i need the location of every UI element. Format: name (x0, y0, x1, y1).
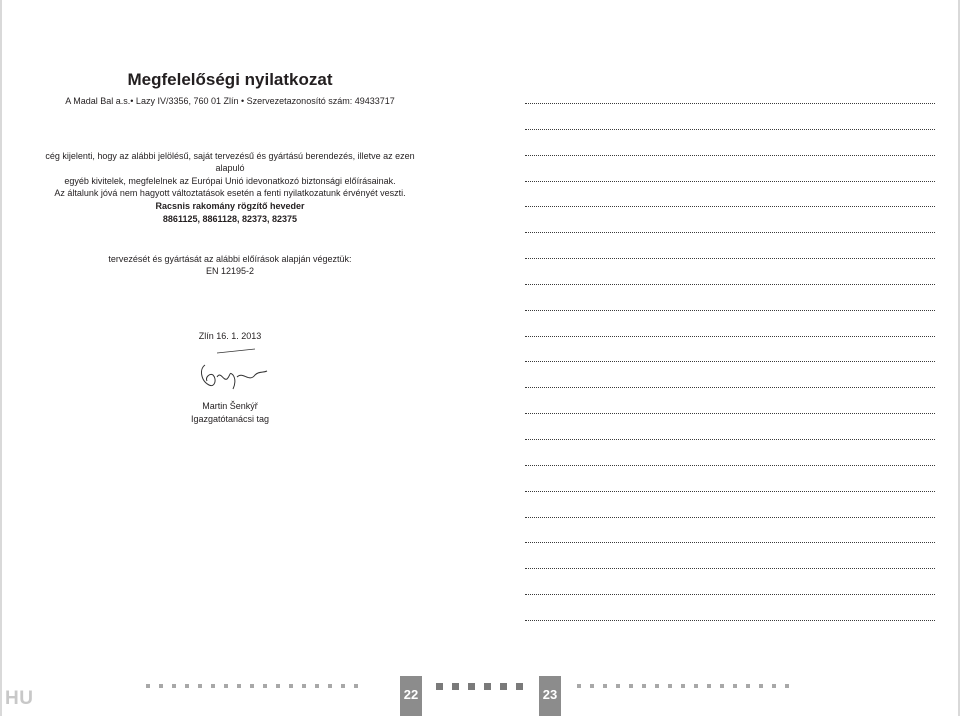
note-line (525, 233, 935, 259)
signer-name: Martin Šenkýř (202, 401, 258, 411)
footer-dot (159, 684, 163, 688)
footer-dot (668, 684, 672, 688)
footer-dots-right (577, 684, 789, 688)
note-line (525, 466, 935, 492)
footer-dot (616, 684, 620, 688)
note-line (525, 595, 935, 621)
footer-dot (289, 684, 293, 688)
note-line (525, 207, 935, 233)
footer-dot (172, 684, 176, 688)
notes-lines (525, 100, 935, 621)
footer-dot (224, 684, 228, 688)
footer-dot (707, 684, 711, 688)
footer-dot (746, 684, 750, 688)
note-line (525, 337, 935, 363)
note-line (525, 388, 935, 414)
page-footer (0, 676, 960, 716)
note-line (525, 182, 935, 208)
footer-dots-left (146, 684, 358, 688)
footer-dot (211, 684, 215, 688)
footer-dot (341, 684, 345, 688)
footer-dot (198, 684, 202, 688)
footer-dot (452, 683, 459, 690)
footer-dot (354, 684, 358, 688)
intro-line: egyéb kivitelek, megfelelnek az Európai Unió idevonatkozó biztonsági előírásainak. (64, 175, 396, 186)
footer-dot (315, 684, 319, 688)
footer-dot (759, 684, 763, 688)
note-line (525, 440, 935, 466)
company-line: A Madal Bal a.s.• Lazy IV/3356, 760 01 Zlín • Szervezetazonosító szám: 49433717 (65, 96, 395, 106)
note-line (525, 311, 935, 337)
footer-dot (772, 684, 776, 688)
note-line (525, 285, 935, 311)
footer-dot (185, 684, 189, 688)
signature-image (195, 345, 270, 393)
footer-dot (468, 683, 475, 690)
language-label: HU (5, 688, 34, 709)
footer-dot (720, 684, 724, 688)
footer-dot (500, 683, 507, 690)
footer-dot (577, 684, 581, 688)
footer-dot (302, 684, 306, 688)
note-line (525, 518, 935, 544)
product-name: Racsnis rakomány rögzítő heveder (155, 201, 305, 211)
footer-dot (146, 684, 150, 688)
footer-dot (516, 683, 523, 690)
footer-dot (328, 684, 332, 688)
standard-code: EN 12195-2 (205, 266, 255, 276)
note-line (525, 130, 935, 156)
place-date: Zlín 16. 1. 2013 (198, 331, 262, 341)
footer-dot (276, 684, 280, 688)
footer-dot (694, 684, 698, 688)
intro-line: cég kijelenti, hogy az alábbi jelölésű, saját tervezésű és gyártású berendezés, illetve az ezen alapuló (45, 151, 415, 174)
design-statement: tervezését és gyártását az alábbi előírások alapján végeztük: (108, 254, 352, 264)
page-number-left: 22 (400, 676, 422, 716)
footer-dot (263, 684, 267, 688)
footer-dot (590, 684, 594, 688)
note-line (525, 259, 935, 285)
footer-dot (681, 684, 685, 688)
footer-dot (655, 684, 659, 688)
footer-dots-center (436, 684, 523, 690)
footer-dot (733, 684, 737, 688)
declaration-title: Megfelelőségi nyilatkozat (127, 70, 333, 89)
footer-dot (237, 684, 241, 688)
footer-dot (603, 684, 607, 688)
page-edge-left (0, 0, 2, 716)
footer-dot (629, 684, 633, 688)
product-codes: 8861125, 8861128, 82373, 82375 (162, 214, 298, 224)
note-line (525, 156, 935, 182)
note-line (525, 569, 935, 595)
page-number-right: 23 (539, 676, 561, 716)
intro-paragraph (40, 150, 420, 200)
note-line (525, 414, 935, 440)
footer-dot (436, 683, 443, 690)
footer-dot (785, 684, 789, 688)
declaration-column (40, 0, 420, 716)
note-line (525, 543, 935, 569)
footer-dot (642, 684, 646, 688)
footer-dot (484, 683, 491, 690)
footer-dot (250, 684, 254, 688)
signer-role: Igazgatótanácsi tag (190, 414, 270, 424)
note-line (525, 362, 935, 388)
note-line (525, 492, 935, 518)
note-line (525, 104, 935, 130)
intro-line: Az általunk jóvá nem hagyott változtatások esetén a fenti nyilatkozatunk érvényét veszti. (54, 188, 406, 199)
